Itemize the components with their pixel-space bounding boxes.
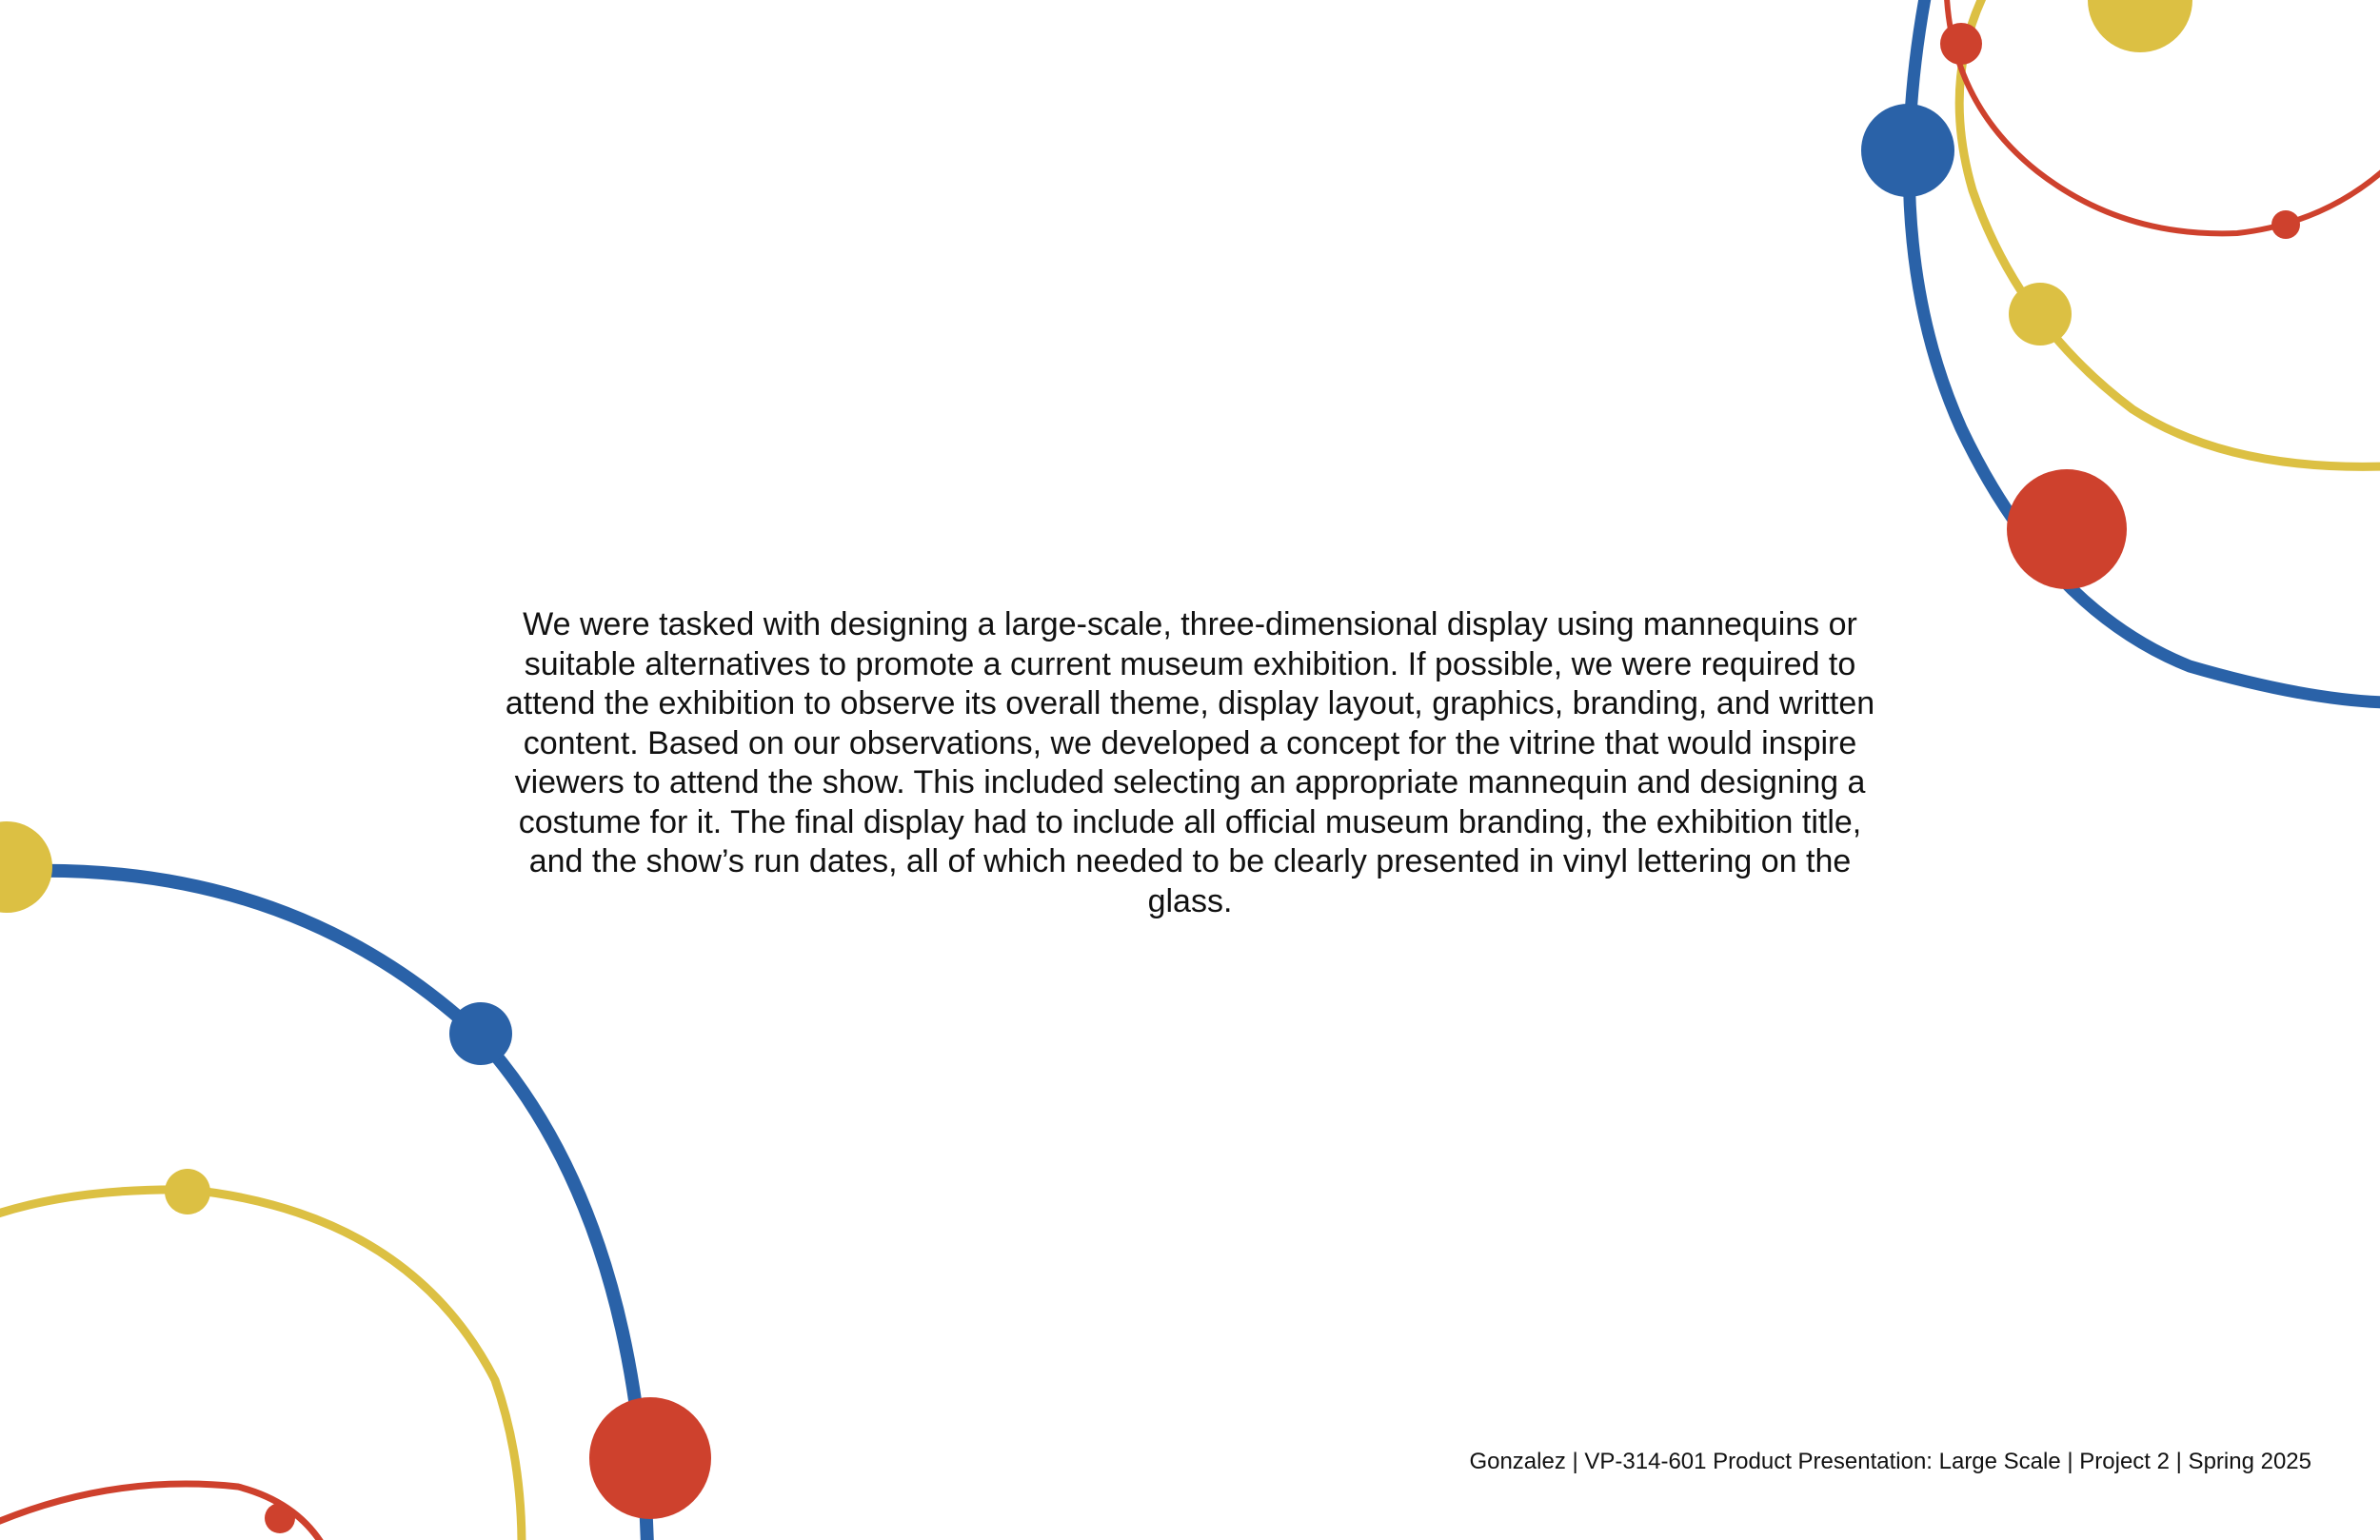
footer-credit: Gonzalez | VP-314-601 Product Presentation: Large Scale | Project 2 | Spring 2025 (1469, 1449, 2311, 1474)
top-right-yellow-orbit (1959, 0, 2380, 466)
bottom-left-yellow-dot-large (0, 821, 52, 913)
bottom-left-red-dot-large (589, 1397, 711, 1519)
project-description: We were tasked with designing a large-scale, three-dimensional display using mannequins or suitable alternatives to promote a current museum exhibition. If possible, we were required to attend the exhibition to observe its overall theme, display layout, graphics, branding, and written content. Based on our observations, we developed a concept for the vitrine that would inspire viewers to attend the show. This included selecting an appropriate mannequin and designing a costume for it. The final display had to include all official museum branding, the exhibition title, and the show’s run dates, all of which needed to be clearly presented in vinyl lettering on the glass. (505, 606, 1875, 919)
bottom-left-orbits (0, 821, 711, 1540)
bottom-left-blue-orbit (0, 871, 647, 1540)
bottom-left-blue-dot (449, 1002, 512, 1065)
top-right-yellow-dot (2009, 283, 2072, 346)
bottom-left-red-dot-tiny (265, 1503, 295, 1533)
bottom-left-yellow-orbit (0, 1190, 522, 1540)
top-right-orbits (1861, 0, 2380, 702)
top-right-yellow-dot-large (2088, 0, 2192, 52)
bottom-left-yellow-dot (165, 1169, 210, 1214)
top-right-red-dot-tiny (2271, 210, 2300, 239)
top-right-red-dot-large (2007, 469, 2127, 589)
top-right-red-dot-small (1940, 23, 1982, 65)
top-right-blue-dot (1861, 104, 1954, 197)
